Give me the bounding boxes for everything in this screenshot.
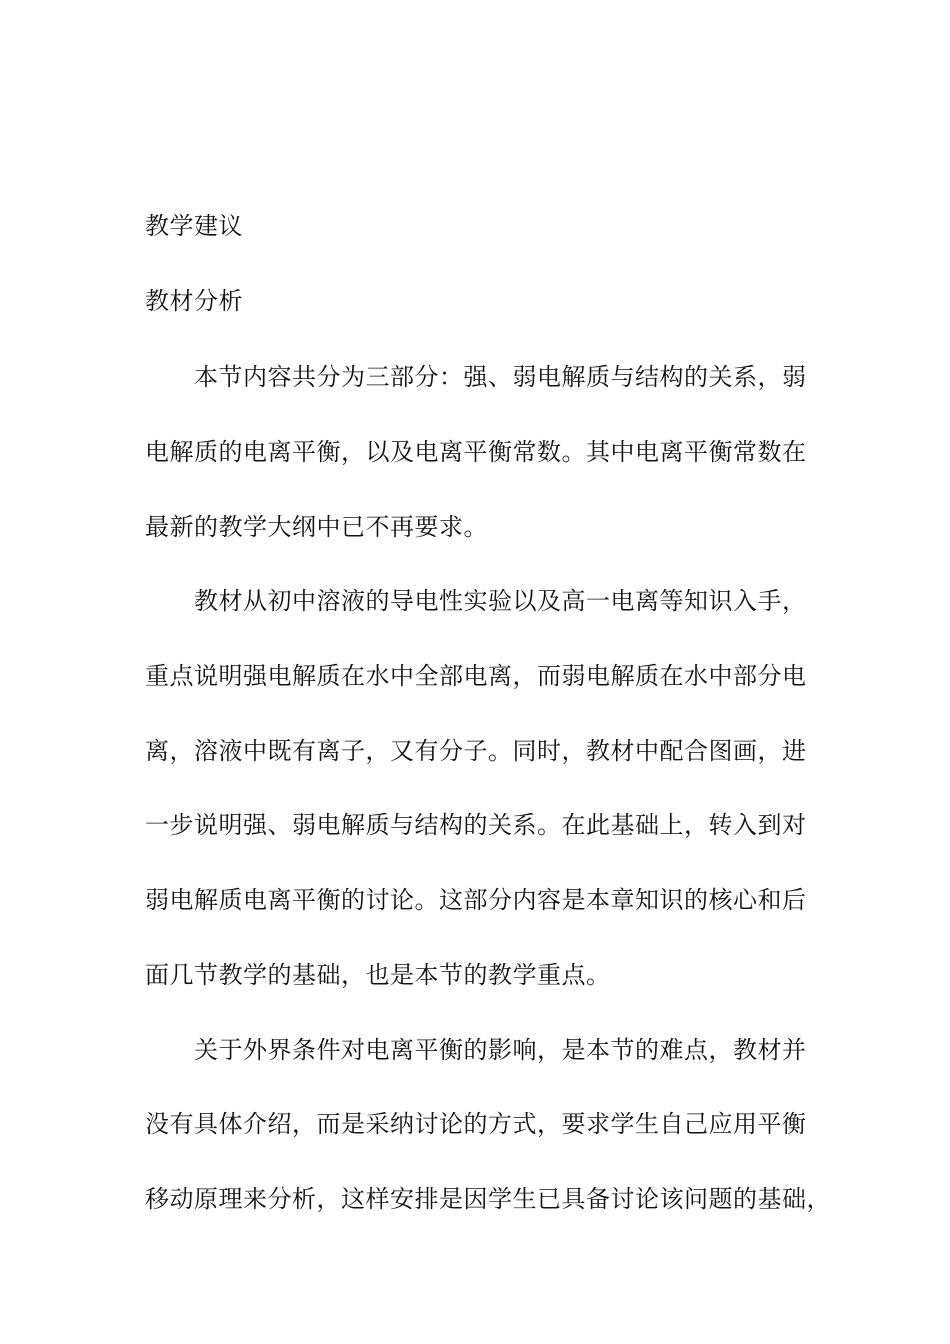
paragraph-line: 关于外界条件对电离平衡的影响，是本节的难点，教材并: [145, 1036, 807, 1064]
paragraph-line: 移动原理来分析，这样安排是因学生已具备讨论该问题的基础，: [145, 1185, 831, 1213]
paragraph-line: 教材从初中溶液的导电性实验以及高一电离等知识入手，: [145, 587, 807, 615]
heading-textbook-analysis: 教材分析: [145, 287, 243, 315]
heading-teaching-suggestions: 教学建议: [145, 212, 243, 240]
paragraph-line: 最新的教学大纲中已不再要求。: [145, 513, 488, 541]
paragraph-line: 本节内容共分为三部分：强、弱电解质与结构的关系，弱: [145, 363, 807, 391]
paragraph-line: 离，溶液中既有离子，又有分子。同时，教材中配合图画，进: [145, 737, 807, 765]
paragraph-line: 弱电解质电离平衡的讨论。这部分内容是本章知识的核心和后: [145, 886, 807, 914]
paragraph-line: 面几节教学的基础，也是本节的教学重点。: [145, 961, 611, 989]
paragraph-line: 没有具体介绍，而是采纳讨论的方式，要求学生自己应用平衡: [145, 1110, 807, 1138]
paragraph-line: 电解质的电离平衡，以及电离平衡常数。其中电离平衡常数在: [145, 438, 807, 466]
paragraph-line: 一步说明强、弱电解质与结构的关系。在此基础上，转入到对: [145, 811, 807, 839]
paragraph-line: 重点说明强电解质在水中全部电离，而弱电解质在水中部分电: [145, 662, 807, 690]
